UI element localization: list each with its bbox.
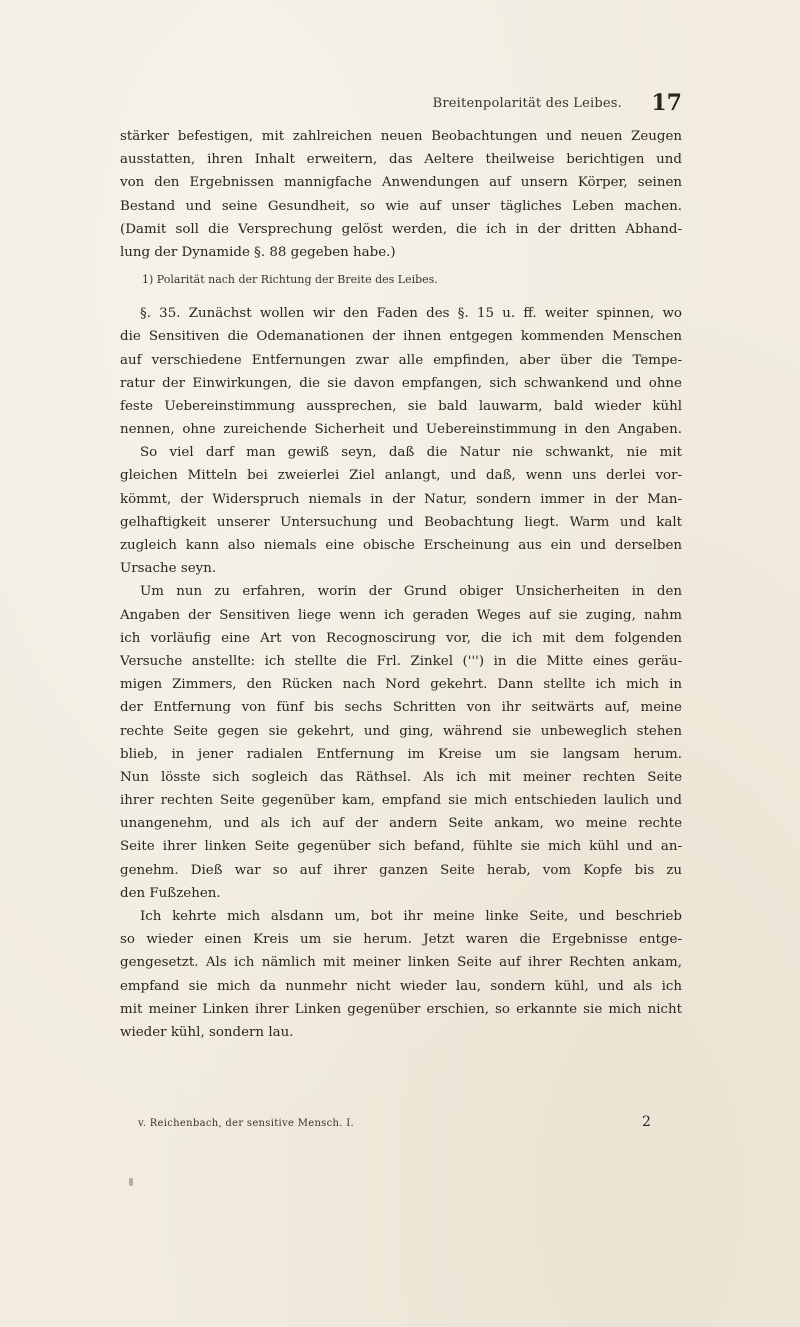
- signature-number: 2: [642, 1114, 651, 1130]
- text-line: gleichen Mitteln bei zweierlei Ziel anlangt, und daß, wenn uns derlei vor-: [120, 468, 682, 484]
- text-line: blieb, in jener radialen Entfernung im Kreise um sie langsam herum.: [120, 746, 682, 762]
- signature-text: v. Reichenbach, der sensitive Mensch. I.: [138, 1118, 354, 1129]
- section-heading-line: §. 35. Zunächst wollen wir den Faden des §. 15 u. ff. weiter spinnen, wo: [140, 306, 682, 322]
- page-speck: [129, 1178, 133, 1186]
- body-text: [120, 125, 682, 1044]
- text-line: so wieder einen Kreis um sie herum. Jetzt waren die Ergebnisse entge-: [120, 932, 682, 948]
- text-line: lung der Dynamide §. 88 gegeben habe.): [120, 244, 396, 260]
- text-line: den Fußzehen.: [120, 885, 221, 901]
- text-line: ihrer rechten Seite gegenüber kam, empfand sie mich entschieden laulich und: [120, 793, 682, 809]
- text-line: Bestand und seine Gesundheit, so wie auf unser tägliches Leben machen.: [120, 198, 682, 214]
- text-line: stärker befestigen, mit zahlreichen neuen Beobachtungen und neuen Zeugen: [120, 129, 682, 144]
- text-line: Versuche anstellte: ich stellte die Frl. Zinkel (''') in die Mitte eines geräu-: [120, 653, 682, 669]
- text-line: die Sensitiven die Odemanationen der ihnen entgegen kommenden Menschen: [120, 329, 682, 345]
- text-line: auf verschiedene Entfernungen zwar alle empfinden, aber über die Tempe-: [120, 352, 682, 368]
- text-line: von den Ergebnissen mannigfache Anwendungen auf unsern Körper, seinen: [120, 175, 682, 191]
- text-line: Ich kehrte mich alsdann um, bot ihr meine linke Seite, und beschrieb: [140, 909, 682, 924]
- text-line: ich vorläufig eine Art von Recognoscirung vor, die ich mit dem folgenden: [120, 630, 682, 646]
- text-line: zugleich kann also niemals eine obische Erscheinung aus ein und derselben: [120, 538, 682, 553]
- text-line: Um nun zu erfahren, worin der Grund obiger Unsicherheiten in den: [140, 584, 682, 600]
- text-line: nennen, ohne zureichende Sicherheit und Uebereinstimmung in den Angaben.: [120, 422, 682, 438]
- signature-line: [138, 1114, 682, 1138]
- text-line: Angaben der Sensitiven liege wenn ich geraden Weges auf sie zuging, nahm: [120, 607, 682, 623]
- text-line: rechte Seite gegen sie gekehrt, und ging, während sie unbeweglich stehen: [120, 723, 682, 739]
- text-line: ratur der Einwirkungen, die sie davon empfangen, sich schwankend und ohne: [120, 375, 682, 391]
- running-head: [120, 90, 682, 120]
- page-number: 17: [651, 90, 682, 116]
- text-line: empfand sie mich da nunmehr nicht wieder lau, sondern kühl, und als ich: [120, 978, 682, 994]
- running-title: Breitenpolarität des Leibes.: [432, 96, 622, 111]
- text-line: feste Uebereinstimmung aussprechen, sie bald lauwarm, bald wieder kühl: [120, 398, 682, 414]
- text-line: gelhaftigkeit unserer Untersuchung und Beobachtung liegt. Warm und kalt: [120, 514, 682, 530]
- text-line: gengesetzt. Als ich nämlich mit meiner linken Seite auf ihrer Rechten ankam,: [120, 955, 682, 971]
- text-line: Seite ihrer linken Seite gegenüber sich befand, fühlte sie mich kühl und an-: [120, 839, 682, 855]
- text-line: kömmt, der Widerspruch niemals in der Natur, sondern immer in der Man-: [120, 491, 682, 507]
- text-line: Nun lösste sich sogleich das Räthsel. Als ich mit meiner rechten Seite: [120, 769, 682, 785]
- text-line: unangenehm, und als ich auf der andern Seite ankam, wo meine rechte: [120, 816, 682, 832]
- text-line: mit meiner Linken ihrer Linken gegenüber erschien, so erkannte sie mich nicht: [120, 1001, 682, 1017]
- text-line: So viel darf man gewiß seyn, daß die Natur nie schwankt, nie mit: [140, 445, 682, 461]
- text-line: ausstatten, ihren Inhalt erweitern, das Aeltere theilweise berichtigen und: [120, 152, 682, 168]
- text-line: (Damit soll die Versprechung gelöst werden, die ich in der dritten Abhand-: [120, 221, 682, 237]
- text-line: Ursache seyn.: [120, 561, 217, 577]
- text-line: genehm. Dieß war so auf ihrer ganzen Seite herab, vom Kopfe bis zu: [120, 862, 682, 878]
- text-line: wieder kühl, sondern lau.: [120, 1024, 294, 1040]
- footnote: 1) Polarität nach der Richtung der Breite des Leibes.: [142, 273, 438, 287]
- text-line: der Entfernung von fünf bis sechs Schritten von ihr seitwärts auf, meine: [120, 700, 682, 716]
- text-line: migen Zimmers, den Rücken nach Nord gekehrt. Dann stellte ich mich in: [120, 677, 682, 693]
